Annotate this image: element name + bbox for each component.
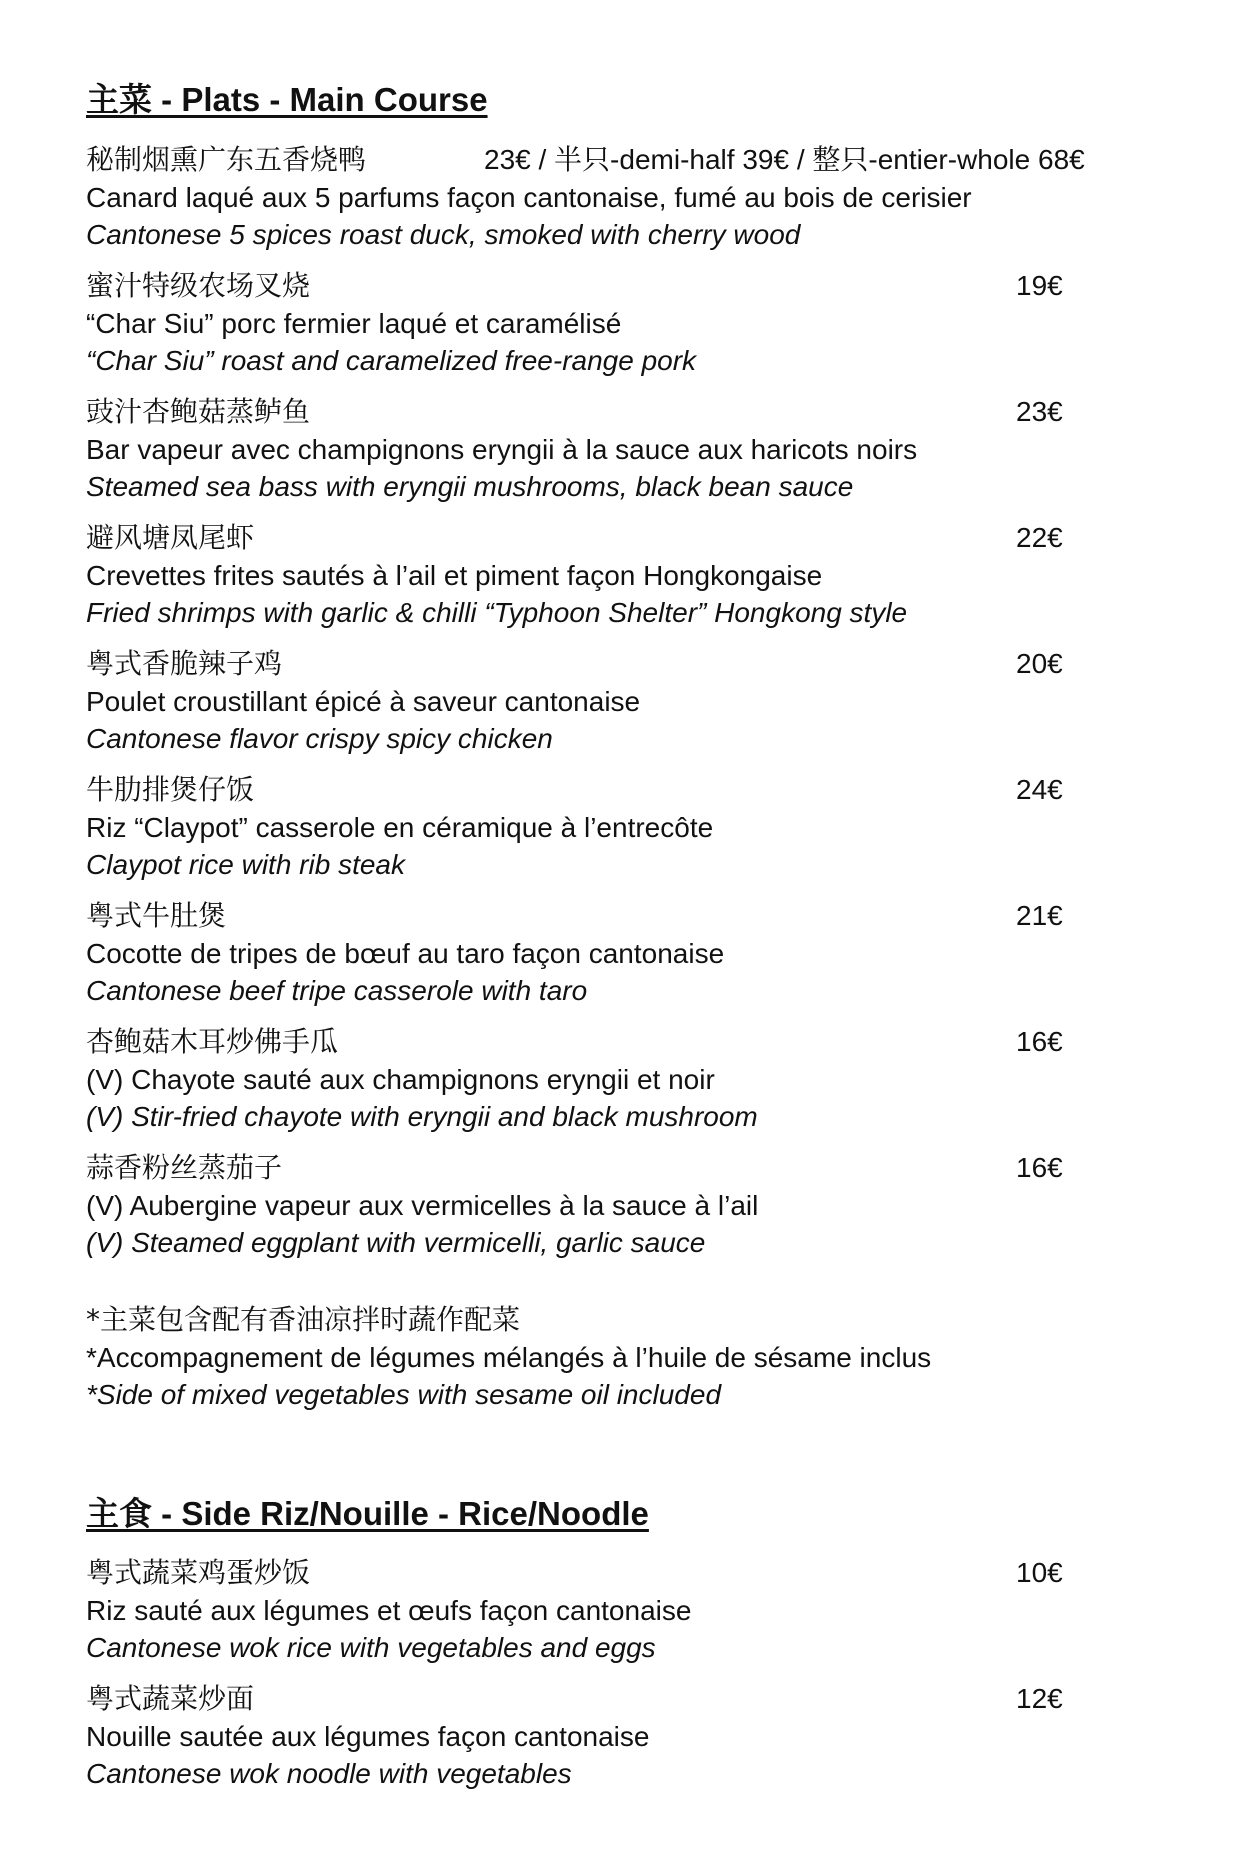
dish-shrimps [86,520,1166,640]
dish-claypot-rice [86,772,1166,892]
dish-price: 21€ [1016,900,1063,931]
dish-price: 24€ [1016,774,1063,805]
dish-name-fr: Riz “Claypot” casserole en céramique à l’entrecôte [86,812,714,843]
dish-name-fr: (V) Chayote sauté aux champignons eryngii et noir [86,1064,715,1095]
side-heading-text: - Side Riz/Nouille - Rice/Noodle [152,1495,649,1532]
dish-name-fr: Nouille sautée aux légumes façon cantonaise [86,1721,650,1752]
dish-name-fr: Cocotte de tripes de bœuf au taro façon cantonaise [86,938,725,969]
dish-char-siu [86,268,1166,388]
dish-name-zh: 粤式牛肚煲 [86,899,227,932]
main-course-heading [86,80,488,120]
dish-chayote [86,1024,1166,1144]
side-heading-zh: 主食 [86,1494,152,1533]
main-course-heading-zh: 主菜 [86,80,152,119]
dish-roast-duck [86,142,1166,262]
dish-name-zh: 豉汁杏鲍菇蒸鲈鱼 [86,395,311,428]
dish-name-en: “Char Siu” roast and caramelized free-range pork [86,345,697,376]
dish-name-en: Cantonese beef tripe casserole with taro [86,975,588,1006]
dish-price: 20€ [1016,648,1063,679]
note-fr: *Accompagnement de légumes mélangés à l’huile de sésame inclus [86,1342,932,1373]
dish-name-en: Claypot rice with rib steak [86,849,406,880]
dish-spicy-chicken [86,646,1166,766]
dish-name-en: (V) Stir-fried chayote with eryngii and black mushroom [86,1101,758,1132]
side-heading [86,1494,649,1534]
dish-name-zh: 粤式蔬菜鸡蛋炒饭 [86,1556,311,1589]
dish-name-zh: 蒜香粉丝蒸茄子 [86,1151,283,1184]
dish-price: 19€ [1016,270,1063,301]
main-course-heading-text: - Plats - Main Course [152,81,488,118]
dish-name-fr: Canard laqué aux 5 parfums façon cantonaise, fumé au bois de cerisier [86,182,972,213]
dish-beef-tripe [86,898,1166,1018]
dish-name-en: Cantonese 5 spices roast duck, smoked with cherry wood [86,219,801,250]
dish-price: 12€ [1016,1683,1063,1714]
dish-eggplant [86,1150,1166,1270]
dish-price: 16€ [1016,1026,1063,1057]
dish-name-fr: “Char Siu” porc fermier laqué et caramélisé [86,308,622,339]
dish-price: 16€ [1016,1152,1063,1183]
note-en: *Side of mixed vegetables with sesame oil included [86,1379,722,1410]
dish-name-zh: 粤式香脆辣子鸡 [86,647,283,680]
dish-price: 23€ [1016,396,1063,427]
dish-price: 23€ / 半只-demi-half 39€ / 整只-entier-whole 68€ [484,144,1085,175]
dish-name-en: (V) Steamed eggplant with vermicelli, garlic sauce [86,1227,706,1258]
dish-name-en: Cantonese wok rice with vegetables and eggs [86,1632,656,1663]
dish-fried-rice [86,1555,1166,1675]
dish-name-fr: Riz sauté aux légumes et œufs façon cantonaise [86,1595,692,1626]
dish-name-en: Fried shrimps with garlic & chilli “Typhoon Shelter” Hongkong style [86,597,908,628]
dish-name-fr: Crevettes frites sautés à l’ail et piment façon Hongkongaise [86,560,823,591]
dish-name-zh: 杏鲍菇木耳炒佛手瓜 [86,1025,339,1058]
dish-name-fr: (V) Aubergine vapeur aux vermicelles à la sauce à l’ail [86,1190,759,1221]
dish-name-en: Cantonese flavor crispy spicy chicken [86,723,553,754]
note-zh: *主菜包含配有香油凉拌时蔬作配菜 [86,1303,521,1336]
dish-name-en: Cantonese wok noodle with vegetables [86,1758,572,1789]
dish-fried-noodle [86,1681,1166,1801]
dish-name-zh: 牛肋排煲仔饭 [86,773,255,806]
dish-name-fr: Poulet croustillant épicé à saveur cantonaise [86,686,641,717]
dish-name-zh: 粤式蔬菜炒面 [86,1682,255,1715]
side-vegetables-note [86,1302,1166,1422]
dish-name-zh: 避风塘凤尾虾 [86,521,255,554]
dish-price: 10€ [1016,1557,1063,1588]
dish-name-en: Steamed sea bass with eryngii mushrooms, black bean sauce [86,471,854,502]
dish-name-zh: 秘制烟熏广东五香烧鸭 [86,143,367,176]
dish-name-zh: 蜜汁特级农场叉烧 [86,269,311,302]
dish-price: 22€ [1016,522,1063,553]
dish-name-fr: Bar vapeur avec champignons eryngii à la sauce aux haricots noirs [86,434,918,465]
dish-sea-bass [86,394,1166,514]
